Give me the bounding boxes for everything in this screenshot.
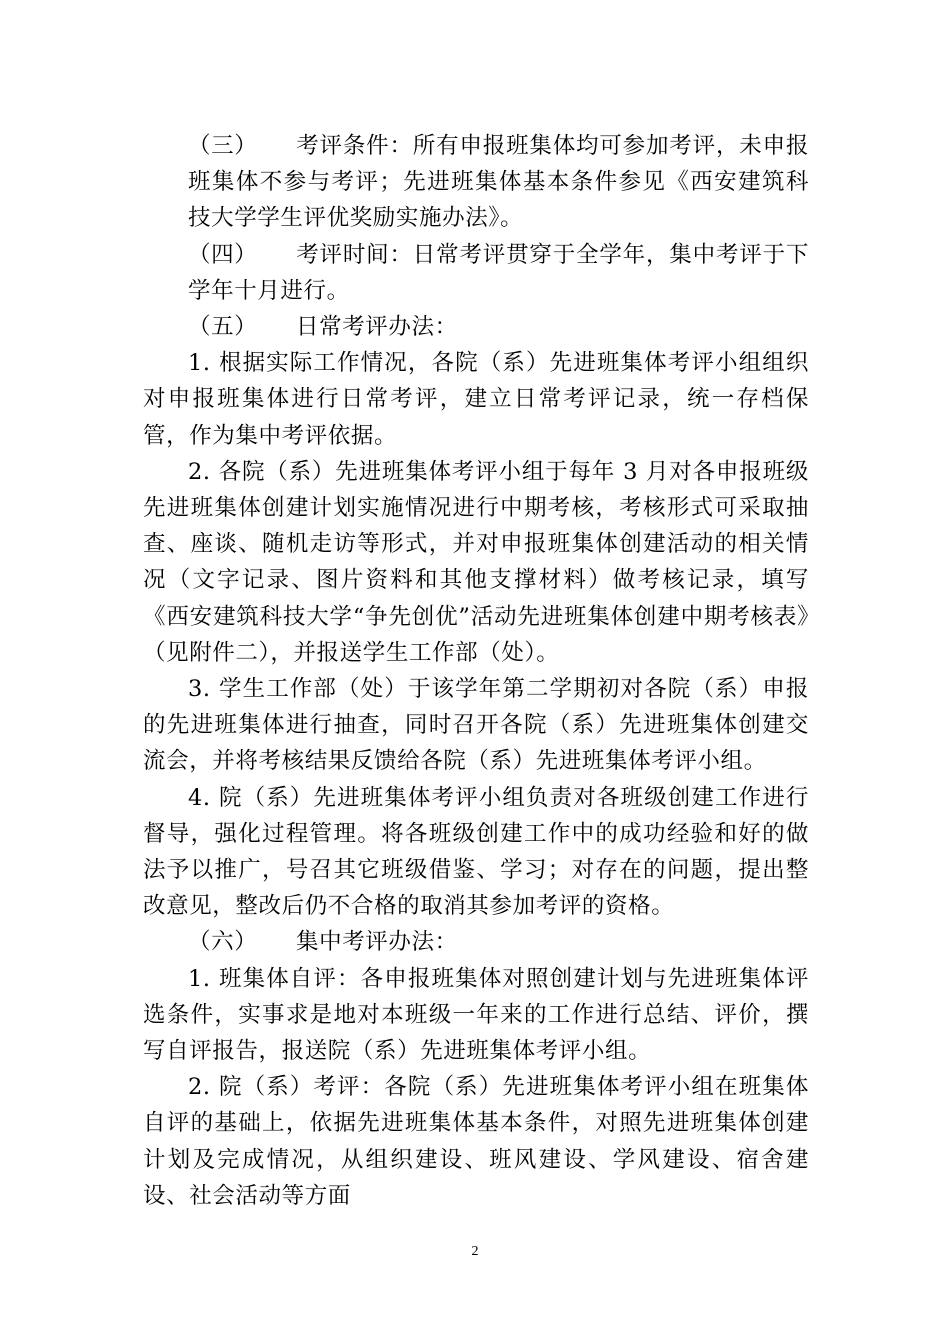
paragraph-text: 集中考评办法： [296,929,458,956]
section-5-heading [143,309,809,345]
section-label: （四） [188,241,258,268]
section-label: （六） [188,929,258,956]
body-text [143,128,809,1214]
page-number: 2 [471,1244,479,1259]
paragraph-text: 考评时间：日常考评贯穿于全学年，集中考评于下学年十月进行。 [188,241,809,304]
item-5-2: 2. 各院（系）先进班集体考评小组于每年 3 月对各申报班级先进班集体创建计划实施情况进行中期考核，考核形式可采取抽查、座谈、随机走访等形式，并对申报班集体创建活动的相关情况（文字记录、图片资料和其他支撑材料）做考核记录，填写《西安建筑科技大学“争先创优”活动先进班集体创建中期考核表》（见附件二），并报送学生工作部（处）。 [143,458,809,666]
section-label: （三） [188,133,258,159]
section-6-heading [143,924,809,960]
item-5-4: 4. 院（系）先进班集体考评小组负责对各班级创建工作进行督导，强化过程管理。将各班级创建工作中的成功经验和好的做法予以推广，号召其它班级借鉴、学习；对存在的问题，提出整改意见，整改后仍不合格的取消其参加考评的资格。 [143,784,809,920]
section-label: （五） [188,314,258,341]
item-6-1: 1. 班集体自评：各申报班集体对照创建计划与先进班集体评选条件，实事求是地对本班级一年来的工作进行总结、评价，撰写自评报告，报送院（系）先进班集体考评小组。 [143,965,809,1065]
section-4-paragraph [143,237,809,309]
paragraph-text: 考评条件：所有申报班集体均可参加考评，未申报班集体不参与考评；先进班集体基本条件参见《西安建筑科技大学学生评优奖励实施办法》。 [188,133,809,232]
item-6-2: 2. 院（系）考评：各院（系）先进班集体考评小组在班集体自评的基础上，依据先进班集体基本条件，对照先进班集体创建计划及完成情况，从组织建设、班风建设、学风建设、宿舍建设、社会活动等方面 [143,1074,809,1209]
item-5-1: 1. 根据实际工作情况，各院（系）先进班集体考评小组组织对申报班集体进行日常考评，建立日常考评记录，统一存档保管，作为集中考评依据。 [143,350,809,449]
item-5-3: 3. 学生工作部（处）于该学年第二学期初对各院（系）申报的先进班集体进行抽查，同时召开各院（系）先进班集体创建交流会，并将考核结果反馈给各院（系）先进班集体考评小组。 [143,676,809,775]
paragraph-text: 日常考评办法： [296,314,458,341]
section-3-paragraph [143,128,809,237]
